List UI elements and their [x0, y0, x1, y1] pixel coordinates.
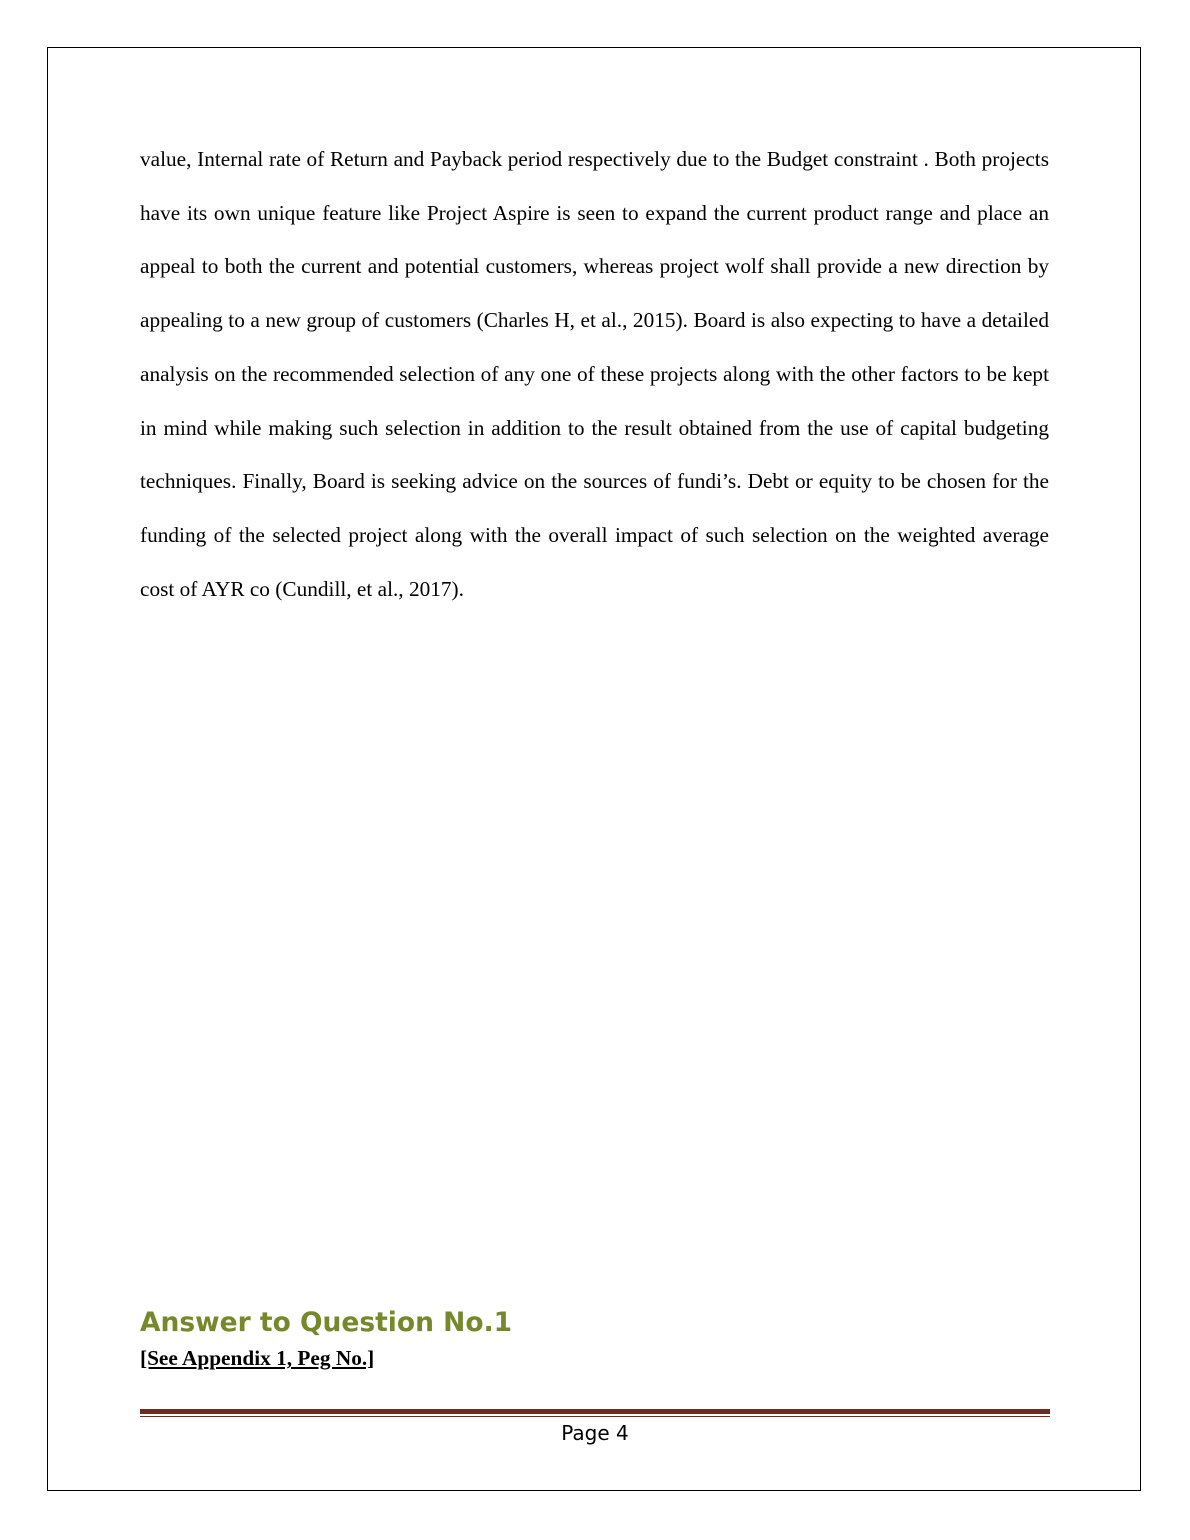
body-paragraph: value, Internal rate of Return and Payback period respectively due to the Budget constraint . Both projects have its own unique feature like Project Aspire is seen to expand the current product range and place an appeal to both the current and potential customers, whereas project wolf shall provide a new direction by appealing to a new group of customers (Charles H, et al., 2015). Board is also expecting to have a detailed analysis on the recommended selection of any one of these projects along with the other factors to be kept in mind while making such selection in addition to the result obtained from the use of capital budgeting techniques. Finally, Board is seeking advice on the sources of fundi’s. Debt or equity to be chosen for the funding of the selected project along with the overall impact of such selection on the weighted average cost of AYR co (Cundill, et al., 2017).	[140, 147, 1049, 601]
page-number: Page 4	[561, 1421, 629, 1445]
footer-rule-thin	[140, 1416, 1050, 1417]
footer-rule-thick	[140, 1409, 1050, 1414]
appendix-reference: [See Appendix 1, Peg No.]	[140, 1346, 375, 1370]
section-heading: Answer to Question No.1	[140, 1307, 513, 1338]
